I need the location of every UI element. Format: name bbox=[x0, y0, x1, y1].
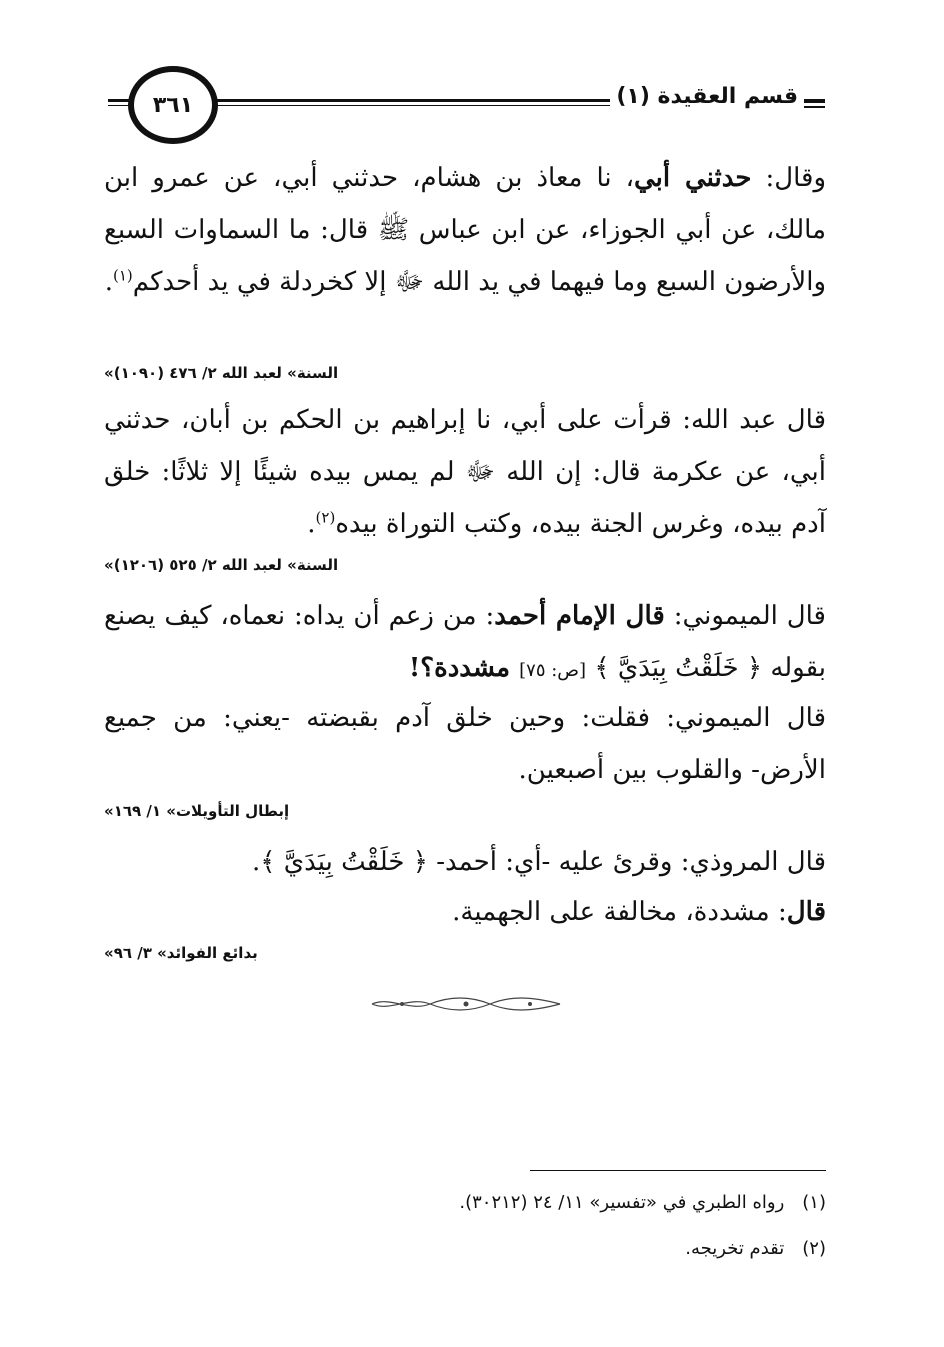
source-citation: «بدائع الفوائد» ٣/ ٩٦ bbox=[104, 944, 258, 962]
section-title: قسم العقيدة (١) bbox=[610, 84, 804, 109]
bold-text: قال الإمام أحمد bbox=[494, 601, 665, 631]
footnote-ref: (٢) bbox=[315, 508, 336, 527]
footnote-ref: (١) bbox=[113, 266, 133, 285]
page-number-badge bbox=[128, 66, 218, 144]
verse-reference: [ص: ٧٥] bbox=[519, 660, 587, 681]
footnote-number: (٢) bbox=[802, 1238, 826, 1259]
text: ، نا معاذ بن هشام، حدثني أبي، عن عمرو ابن مالك، عن أبي الجوزاء، عن ابن عباس ﷺ قال: ما السماوات السبع والأرضون السبع وما فيهما في يد الله ﷻ إلا كخردلة في يد أحدكم bbox=[104, 163, 826, 297]
paragraph-2 bbox=[104, 394, 826, 550]
footnote-number: (١) bbox=[802, 1192, 826, 1213]
bold-text: حدثني أبي bbox=[634, 163, 752, 193]
ornament-divider bbox=[370, 996, 562, 1012]
footnote bbox=[459, 1192, 826, 1213]
footnote-text: رواه الطبري في «تفسير» ١١/ ٢٤ (٣٠٢١٢). bbox=[459, 1192, 785, 1213]
source-citation: «إبطال التأويلات» ١/ ١٦٩ bbox=[104, 802, 290, 820]
footnote bbox=[685, 1238, 826, 1259]
quote-line: قال المروذي: وقرئ عليه -أي: أحمد- ﴿ خَلَقْتُ بِيَدَيَّ ﴾. bbox=[251, 847, 826, 877]
text: : مشددة، مخالفة على الجهمية. bbox=[452, 897, 787, 927]
bold-text: قال bbox=[786, 897, 826, 927]
footnote-text: تقدم تخريجه. bbox=[685, 1238, 785, 1259]
paragraph-4: قال الميموني: فقلت: وحين خلق آدم بقبضته -يعني: من جميع الأرض- والقلوب بين أصبعين. bbox=[104, 703, 826, 785]
text: قال عبد الله: قرأت على أبي، نا إبراهيم بن الحكم بن أبان، حدثني أبي، عن عكرمة قال: إن الله ﷻ لم يمس بيده شيئًا إلا ثلاثًا: خلق آدم بيده، وغرس الجنة بيده، وكتب التوراة بيده bbox=[104, 405, 826, 539]
footnote-rule bbox=[530, 1170, 826, 1171]
text: قال الميموني: bbox=[664, 601, 826, 631]
paragraph-1 bbox=[104, 152, 826, 308]
text: . bbox=[307, 509, 316, 539]
source-citation: «السنة» لعبد الله ٢/ ٥٢٥ (١٢٠٦) bbox=[104, 556, 339, 574]
source-citation: «السنة» لعبد الله ٢/ ٤٧٦ (١٠٩٠) bbox=[104, 364, 339, 382]
text: . bbox=[104, 267, 113, 297]
paragraph-3 bbox=[104, 590, 826, 697]
page-number: ٣٦١ bbox=[152, 92, 194, 118]
bold-text: مشددة؟! bbox=[408, 653, 520, 683]
text: وقال: bbox=[751, 163, 827, 193]
text: : من زعم أن يداه: نعماه، كيف يصنع بقوله ﴿ خَلَقْتُ بِيَدَيَّ ﴾ bbox=[104, 601, 826, 683]
quote-line bbox=[452, 886, 826, 938]
